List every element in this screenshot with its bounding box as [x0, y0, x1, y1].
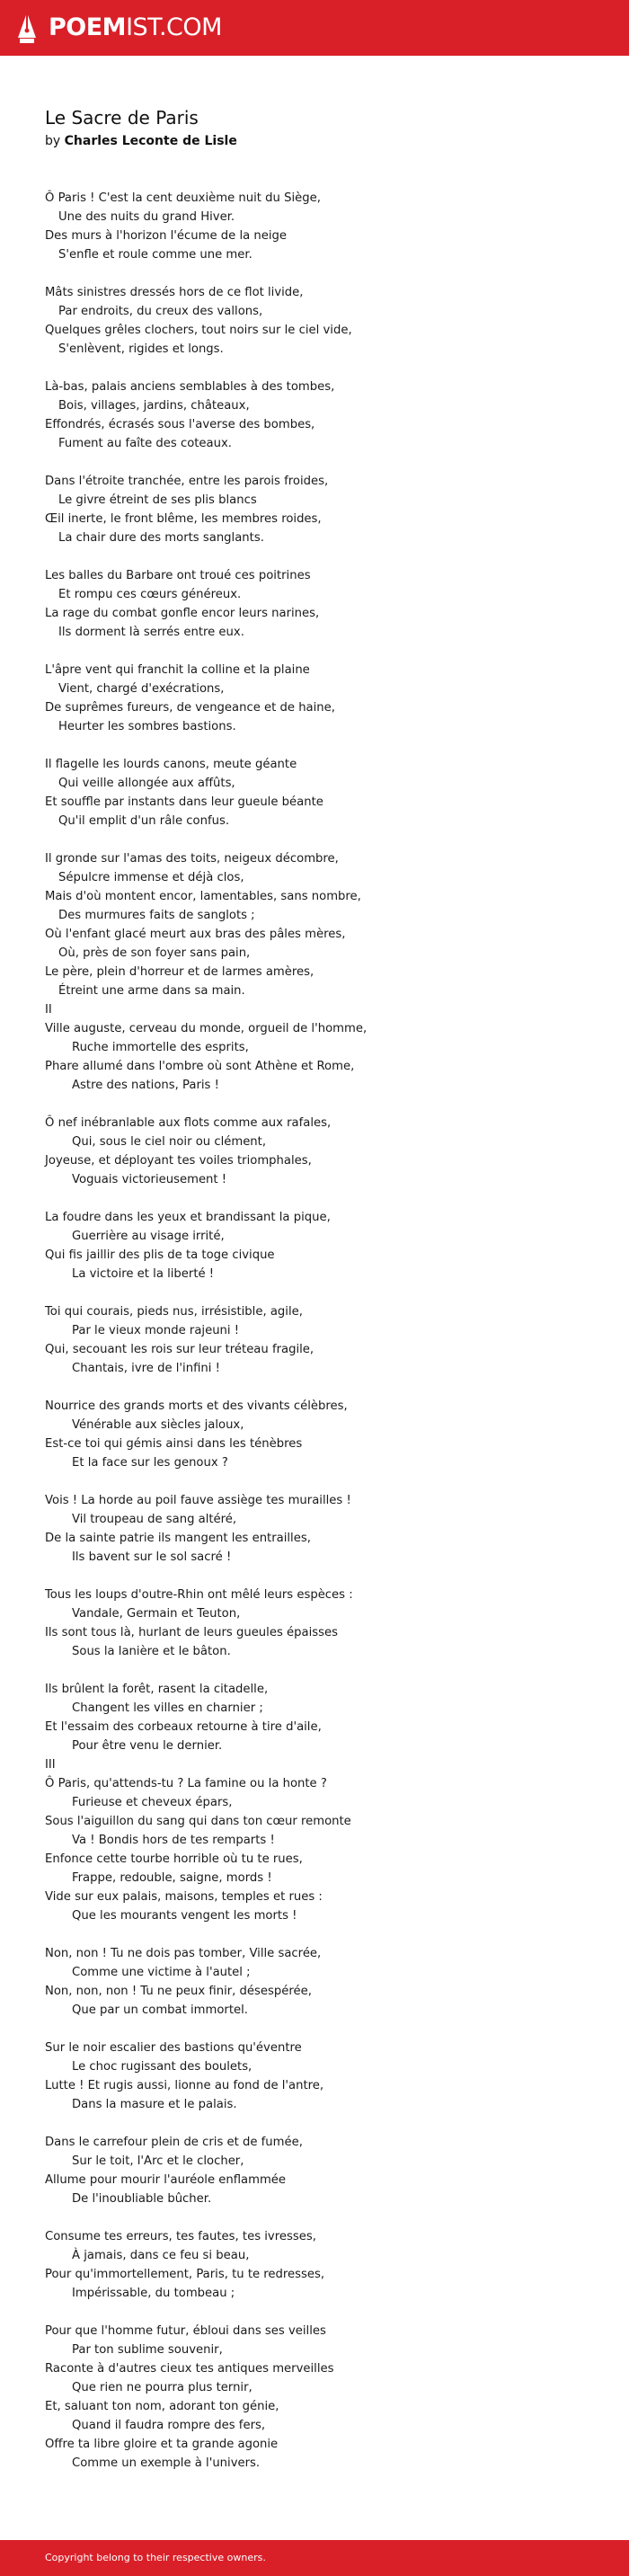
poem-line: La rage du combat gonfle encor leurs narines, [45, 607, 320, 620]
poem-line: Vénérable aux siècles jaloux, [72, 1418, 244, 1432]
poem-line: Sépulcre immense et déjà clos, [58, 871, 244, 884]
poem-line: Pour qu'immortellement, Paris, tu te redresses, [45, 2268, 325, 2281]
poem-line: La chair dure des morts sanglants. [58, 531, 264, 545]
stanza-break [45, 1284, 584, 1302]
poem-line: Enfonce cette tourbe horrible où tu te rues, [45, 1852, 303, 1866]
poem-line: Vient, chargé d'exécrations, [58, 682, 225, 696]
stanza-break [45, 642, 584, 661]
poem-line: Consume tes erreurs, tes fautes, tes ivresses, [45, 2230, 316, 2243]
stanza-break [45, 831, 584, 849]
poem-line: Le givre étreint de ses plis blancs [58, 493, 257, 507]
poem-line: Sur le toit, l'Arc et le clocher, [72, 2154, 244, 2168]
author-link[interactable]: Charles Leconte de Lisle [64, 134, 237, 148]
poem-line: Que les mourants vengent les morts ! [72, 1909, 297, 1923]
stanza-break [45, 1661, 584, 1680]
stanza-break [45, 1095, 584, 1114]
stanza-break [45, 2208, 584, 2227]
poem-line: Pour être venu le dernier. [72, 1739, 223, 1753]
poem-line: Ils bavent sur le sol sacré ! [72, 1550, 232, 1564]
poem-line: Où l'enfant glacé meurt aux bras des pâles mères, [45, 928, 346, 941]
poem-line: S'enfle et roule comme une mer. [58, 248, 252, 262]
poem-line: Là-bas, palais anciens semblables à des tombes, [45, 380, 335, 394]
poem-line: Et l'essaim des corbeaux retourne à tire d'aile, [45, 1720, 322, 1734]
poem-line: Mâts sinistres dressés hors de ce flot livide, [45, 286, 304, 299]
poem-line: De la sainte patrie ils mangent les entrailles, [45, 1532, 311, 1545]
poem-line: Œil inerte, le front blême, les membres roides, [45, 512, 322, 526]
poem-line: Guerrière au visage irrité, [72, 1230, 225, 1243]
poem-line: Mais d'où montent encor, lamentables, sans nombre, [45, 890, 361, 903]
stanza-break [45, 1472, 584, 1491]
poem-line: Ils brûlent la forêt, rasent la citadelle, [45, 1683, 269, 1696]
logo-text-light: IST.COM [126, 13, 222, 41]
poem-line: Et rompu ces cœurs généreux. [58, 588, 242, 601]
poem-line: Ville auguste, cerveau du monde, orgueil de l'homme, [45, 1022, 368, 1035]
poem-line: Qu'il emplit d'un râle confus. [58, 814, 230, 828]
stanza-break [45, 736, 584, 755]
stanza-break [45, 2114, 584, 2133]
poem-line: Des murmures faits de sanglots ; [58, 909, 255, 922]
poem-line: Il flagelle les lourds canons, meute géante [45, 758, 297, 771]
poem-line: Vandale, Germain et Teuton, [72, 1607, 241, 1621]
poem-line: Sous la lanière et le bâton. [72, 1645, 231, 1658]
poem-line: Joyeuse, et déployant tes voiles triomphales, [45, 1154, 312, 1168]
poem-line: II [45, 1003, 52, 1017]
poem-line: Et souffle par instants dans leur gueule béante [45, 795, 323, 809]
stanza-break [45, 264, 584, 283]
poem-line: Le père, plein d'horreur et de larmes amères, [45, 965, 314, 979]
poem-line: Effondrés, écrasés sous l'averse des bombes, [45, 418, 315, 431]
poem-line: Ô Paris, qu'attends-tu ? La famine ou la honte ? [45, 1777, 327, 1790]
stanza-break [45, 2020, 584, 2039]
poem-line: Vil troupeau de sang altéré, [72, 1513, 237, 1526]
poem-line: Pour que l'homme futur, ébloui dans ses veilles [45, 2324, 326, 2338]
stanza-break [45, 453, 584, 472]
poem-line: Vois ! La horde au poil fauve assiège tes murailles ! [45, 1494, 351, 1507]
poem-line: Des murs à l'horizon l'écume de la neige [45, 229, 288, 243]
poem-line: De suprêmes fureurs, de vengeance et de haine, [45, 701, 335, 715]
poem-line: Dans l'étroite tranchée, entre les parois froides, [45, 475, 329, 488]
poem-line: Ruche immortelle des esprits, [72, 1041, 249, 1054]
site-footer [0, 2540, 629, 2576]
poem-line: Allume pour mourir l'auréole enflammée [45, 2173, 287, 2187]
poem-line: Où, près de son foyer sans pain, [58, 946, 251, 960]
poem-line: Et la face sur les genoux ? [72, 1456, 228, 1470]
poem-line: Furieuse et cheveux épars, [72, 1796, 233, 1809]
stanza-break [45, 547, 584, 566]
poem-line: Chantais, ivre de l'infini ! [72, 1362, 220, 1375]
stanza-break [45, 1378, 584, 1397]
poem-line: Par ton sublime souvenir, [72, 2343, 223, 2357]
poem-line: III [45, 1758, 56, 1772]
poem-line: Lutte ! Et rugis aussi, lionne au fond de l'antre, [45, 2079, 324, 2092]
poem-line: Bois, villages, jardins, châteaux, [58, 399, 250, 413]
poem-line: Dans le carrefour plein de cris et de fumée, [45, 2136, 303, 2149]
poem-line: Ils dorment là serrés entre eux. [58, 626, 244, 639]
site-logo[interactable] [16, 11, 222, 45]
poem-line: Ô Paris ! C'est la cent deuxième nuit du Siège, [45, 191, 321, 205]
poem-line: L'âpre vent qui franchit la colline et la plaine [45, 663, 310, 677]
poem-line: S'enlèvent, rigides et longs. [58, 342, 224, 356]
stanza-break [45, 1925, 584, 1944]
poem-line: Sur le noir escalier des bastions qu'éventre [45, 2041, 302, 2055]
poem-line: Qui, secouant les rois sur leur tréteau fragile, [45, 1343, 314, 1356]
poem-body [45, 189, 584, 2473]
poem-line: Que par un combat immortel. [72, 2003, 248, 2017]
poem-line: La foudre dans les yeux et brandissant la pique, [45, 1211, 331, 1224]
poem-line: Quelques grêles clochers, tout noirs sur le ciel vide, [45, 324, 352, 337]
poem-line: Va ! Bondis hors de tes remparts ! [72, 1834, 275, 1847]
poem-line: Par le vieux monde rajeuni ! [72, 1324, 240, 1337]
poem-line: Toi qui courais, pieds nus, irrésistible, agile, [45, 1305, 303, 1319]
poem-line: Fument au faîte des coteaux. [58, 437, 232, 450]
logo-text [49, 11, 222, 45]
poem-line: Phare allumé dans l'ombre où sont Athène et Rome, [45, 1060, 355, 1073]
logo-text-bold: POEM [49, 13, 127, 41]
poem-line: Et, saluant ton nom, adorant ton génie, [45, 2400, 279, 2413]
poem-line: Frappe, redouble, saigne, mords ! [72, 1871, 272, 1885]
poem-line: Comme une victime à l'autel ; [72, 1966, 251, 1979]
poem-line: Dans la masure et le palais. [72, 2098, 237, 2111]
poem-line: Vide sur eux palais, maisons, temples et rues : [45, 1890, 323, 1904]
poem-line: Astre des nations, Paris ! [72, 1079, 219, 1092]
poem-line: Comme un exemple à l'univers. [72, 2456, 261, 2470]
quill-pen-icon [16, 11, 38, 45]
stanza-break [45, 1567, 584, 1586]
poem-line: Une des nuits du grand Hiver. [58, 210, 235, 224]
poem-line: Il gronde sur l'amas des toits, neigeux décombre, [45, 852, 339, 866]
poem-line: À jamais, dans ce feu si beau, [72, 2249, 250, 2262]
poem-line: Raconte à d'autres cieux tes antiques merveilles [45, 2362, 334, 2376]
poem-line: Par endroits, du creux des vallons, [58, 305, 263, 318]
poem-line: Impérissable, du tombeau ; [72, 2287, 235, 2300]
poem-line: La victoire et la liberté ! [72, 1267, 215, 1281]
byline-prefix: by [45, 134, 61, 148]
poem-line: Qui fis jaillir des plis de ta toge civique [45, 1248, 275, 1262]
poem-line: Ô nef inébranlable aux flots comme aux rafales, [45, 1116, 332, 1130]
stanza-break [45, 2303, 584, 2322]
byline [45, 131, 584, 151]
poem-line: Non, non, non ! Tu ne peux finir, désespérée, [45, 1985, 312, 1998]
poem-article [45, 106, 584, 2473]
poem-line: Le choc rugissant des boulets, [72, 2060, 252, 2074]
poem-title: Le Sacre de Paris [45, 107, 199, 129]
poem-line: Que rien ne pourra plus ternir, [72, 2381, 252, 2394]
poem-line: Tous les loups d'outre-Rhin ont mêlé leurs espèces : [45, 1588, 353, 1602]
poem-line: Quand il faudra rompre des fers, [72, 2419, 266, 2432]
poem-line: Non, non ! Tu ne dois pas tomber, Ville sacrée, [45, 1947, 322, 1960]
poem-line: Étreint une arme dans sa main. [58, 984, 245, 998]
poem-line: Qui, sous le ciel noir ou clément, [72, 1135, 267, 1149]
stanza-break [45, 1189, 584, 1208]
poem-line: Qui veille allongée aux affûts, [58, 777, 235, 790]
poem-line: Voguais victorieusement ! [72, 1173, 227, 1186]
poem-line: De l'inoubliable bûcher. [72, 2192, 212, 2206]
poem-line: Heurter les sombres bastions. [58, 720, 236, 733]
poem-line: Nourrice des grands morts et des vivants célèbres, [45, 1399, 348, 1413]
poem-line: Les balles du Barbare ont troué ces poitrines [45, 569, 311, 582]
poem-line: Est-ce toi qui gémis ainsi dans les ténèbres [45, 1437, 303, 1451]
site-header [0, 0, 629, 56]
stanza-break [45, 359, 584, 378]
poem-line: Sous l'aiguillon du sang qui dans ton cœur remonte [45, 1815, 351, 1828]
poem-line: Ils sont tous là, hurlant de leurs gueules épaisses [45, 1626, 338, 1639]
copyright-notice: Copyright belong to their respective owners. [45, 2552, 266, 2563]
poem-line: Changent les villes en charnier ; [72, 1701, 263, 1715]
poem-line: Offre ta libre gloire et ta grande agonie [45, 2438, 279, 2451]
